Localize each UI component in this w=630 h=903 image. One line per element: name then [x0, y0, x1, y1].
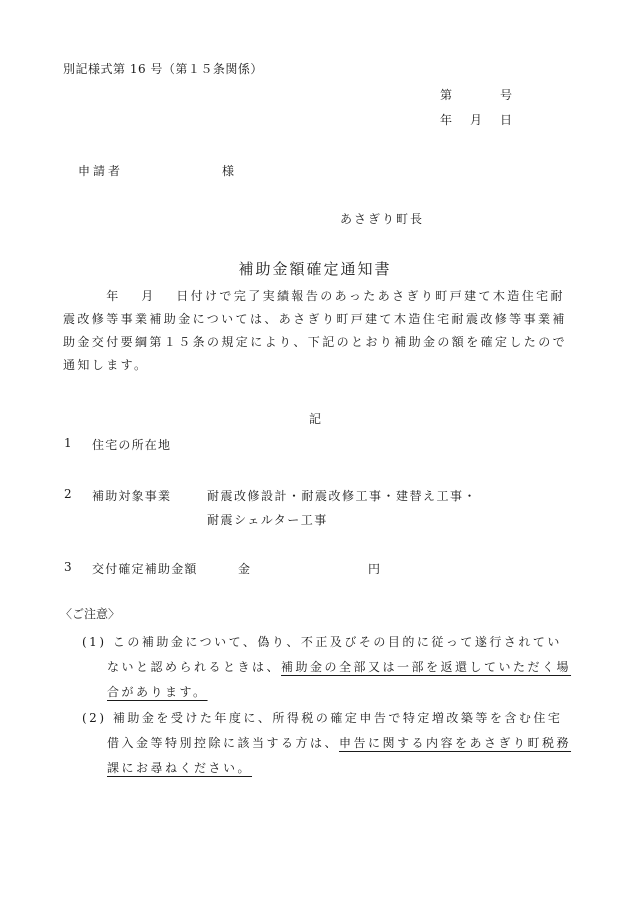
- issuer: あさぎり町長: [340, 212, 425, 226]
- date-day: 日: [500, 113, 513, 127]
- honorific: 様: [222, 164, 235, 178]
- note-text: この補助金について、偽り、不正及びその目的に従って遂行されてい: [112, 635, 562, 649]
- form-label: 別記様式第 16 号（第１５条関係）: [63, 62, 263, 76]
- page-title: 補助金額確定通知書: [238, 260, 392, 278]
- note-underlined-text: 申告に関する内容をあさぎり町税務: [339, 736, 572, 750]
- item-number: 3: [64, 560, 72, 574]
- item-label: 補助対象事業: [92, 489, 172, 503]
- item-label: 交付確定補助金額: [92, 562, 198, 576]
- body-paragraph: [63, 285, 573, 377]
- item-number: 1: [64, 436, 72, 450]
- number-prefix: 第: [440, 88, 453, 102]
- note-1-cont: [107, 658, 571, 675]
- note-underlined-text: 補助金の全部又は一部を返還していただく場: [281, 660, 572, 674]
- body-line: 通知します。: [63, 358, 149, 372]
- note-text: ないと認められるときは、: [107, 660, 282, 674]
- item-value: 耐震改修設計・耐震改修工事・建替え工事・: [207, 489, 478, 503]
- note-text: 補助金を受けた年度に、所得税の確定申告で特定増改築等を含む住宅: [112, 711, 563, 725]
- note-1: [82, 633, 562, 650]
- note-marker: (1): [82, 635, 107, 649]
- item-value: 耐震シェルター工事: [207, 513, 328, 527]
- note-underlined-text: 課にお尋ねください。: [107, 761, 253, 775]
- item-label: 住宅の所在地: [92, 438, 172, 452]
- note-2: [82, 709, 562, 726]
- date-year: 年: [440, 113, 453, 127]
- item-number: 2: [64, 487, 72, 501]
- notes-heading: 〈ご注意〉: [60, 607, 121, 621]
- body-line: 年 月 日付けで完了実績報告のあったあさぎり町戸建て木造住宅耐: [63, 289, 565, 303]
- applicant-label: 申請者: [78, 164, 124, 178]
- date-month: 月: [470, 113, 483, 127]
- note-text: 借入金等特別控除に該当する方は、: [107, 736, 340, 750]
- note-2-cont: [107, 734, 571, 751]
- note-marker: (2): [82, 711, 107, 725]
- body-line: 助金交付要綱第１５条の規定により、下記のとおり補助金の額を確定したので: [63, 335, 568, 349]
- amount-prefix: 金: [238, 562, 251, 576]
- number-suffix: 号: [500, 88, 513, 102]
- ki-heading: 記: [308, 412, 321, 426]
- note-underlined-text: 合があります。: [107, 685, 208, 699]
- body-line: 震改修等事業補助金については、あさぎり町戸建て木造住宅耐震改修等事業補: [63, 312, 567, 326]
- note-2-cont: [107, 759, 252, 776]
- amount-unit: 円: [368, 562, 381, 576]
- note-1-cont: [107, 683, 208, 700]
